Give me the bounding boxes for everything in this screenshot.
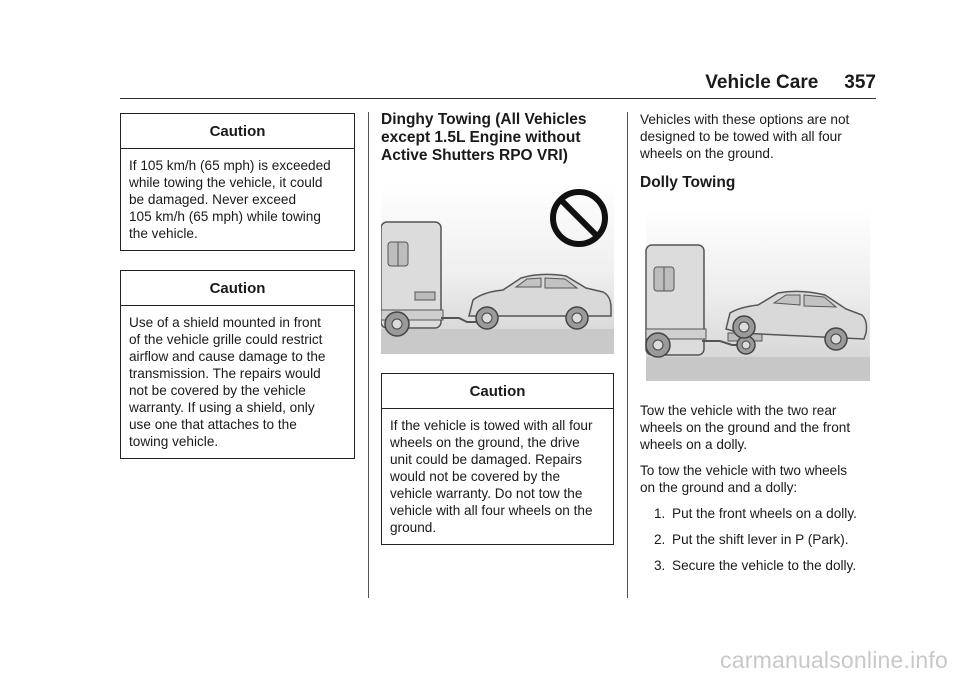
caution-title: Caution (121, 271, 354, 306)
caution-title: Caution (121, 114, 354, 149)
intro-paragraph (640, 111, 876, 162)
text-line: would not be covered by the (390, 469, 561, 484)
text-line: use one that attaches to the (129, 417, 297, 432)
heading-line: except 1.5L Engine without (381, 129, 581, 146)
caution-body (121, 149, 354, 250)
text-line: wheels on the ground. (640, 146, 774, 161)
text-line: airflow and cause damage to the (129, 349, 326, 364)
text-line: 105 km/h (65 mph) while towing (129, 209, 321, 224)
step-text: Secure the vehicle to the dolly. (672, 558, 857, 573)
caution-body (121, 306, 354, 458)
heading-line: Dinghy Towing (All Vehicles (381, 111, 587, 128)
column-1 (120, 113, 355, 459)
column-2 (381, 111, 614, 545)
text-line: warranty. If using a shield, only (129, 400, 315, 415)
text-line: vehicle warranty. Do not tow the (390, 486, 583, 501)
text-line: the vehicle. (129, 226, 198, 241)
dinghy-towing-prohibited-icon (381, 184, 614, 358)
step-text: Put the front wheels on a dolly. (672, 506, 857, 521)
watermark-text: carmanualsonline.info (720, 647, 948, 673)
section-heading-dinghy (381, 111, 614, 165)
page-number: 357 (844, 72, 876, 93)
list-item (640, 531, 876, 548)
caution-body (382, 409, 613, 544)
text-line: not be covered by the vehicle (129, 383, 306, 398)
text-line: designed to be towed with all four (640, 129, 842, 144)
text-line: wheels on the ground, the drive (390, 435, 580, 450)
caution-box-shield (120, 270, 355, 459)
text-line: To tow the vehicle with two wheels (640, 463, 848, 478)
text-line: towing vehicle. (129, 434, 219, 449)
text-line: wheels on the ground and the front (640, 420, 851, 435)
step-number: 3. (654, 558, 666, 573)
text-line: Vehicles with these options are not (640, 112, 850, 127)
text-line: Tow the vehicle with the two rear (640, 403, 837, 418)
steps-list (640, 505, 876, 574)
step-number: 1. (654, 506, 666, 521)
text-line: of the vehicle grille could restrict (129, 332, 323, 347)
column-divider-2 (627, 112, 628, 598)
text-line: on the ground and a dolly: (640, 480, 798, 495)
step-number: 2. (654, 532, 666, 547)
caution-box-dinghy (381, 373, 614, 545)
paragraph-tow-instructions (640, 402, 876, 453)
column-divider-1 (368, 112, 369, 598)
watermark (0, 647, 960, 674)
text-line: Use of a shield mounted in front (129, 315, 321, 330)
step-text: Put the shift lever in P (Park). (672, 532, 849, 547)
header-rule (120, 98, 876, 99)
text-line: If the vehicle is towed with all four (390, 418, 593, 433)
caution-box-speed (120, 113, 355, 251)
text-line: ground. (390, 520, 437, 535)
column-3 (640, 111, 876, 574)
list-item (640, 557, 876, 574)
text-line: unit could be damaged. Repairs (390, 452, 582, 467)
section-heading-dolly: Dolly Towing (640, 174, 736, 191)
caution-title: Caution (382, 374, 613, 409)
section-title: Vehicle Care (705, 72, 819, 93)
text-line: while towing the vehicle, it could (129, 175, 323, 190)
text-line: wheels on a dolly. (640, 437, 748, 452)
list-item (640, 505, 876, 522)
dolly-towing-icon (640, 209, 876, 385)
heading-line: Active Shutters RPO VRI) (381, 147, 568, 164)
text-line: be damaged. Never exceed (129, 192, 297, 207)
paragraph-steps-intro (640, 462, 876, 496)
text-line: vehicle with all four wheels on the (390, 503, 593, 518)
text-line: transmission. The repairs would (129, 366, 321, 381)
text-line: If 105 km/h (65 mph) is exceeded (129, 158, 331, 173)
page-header (0, 72, 876, 94)
